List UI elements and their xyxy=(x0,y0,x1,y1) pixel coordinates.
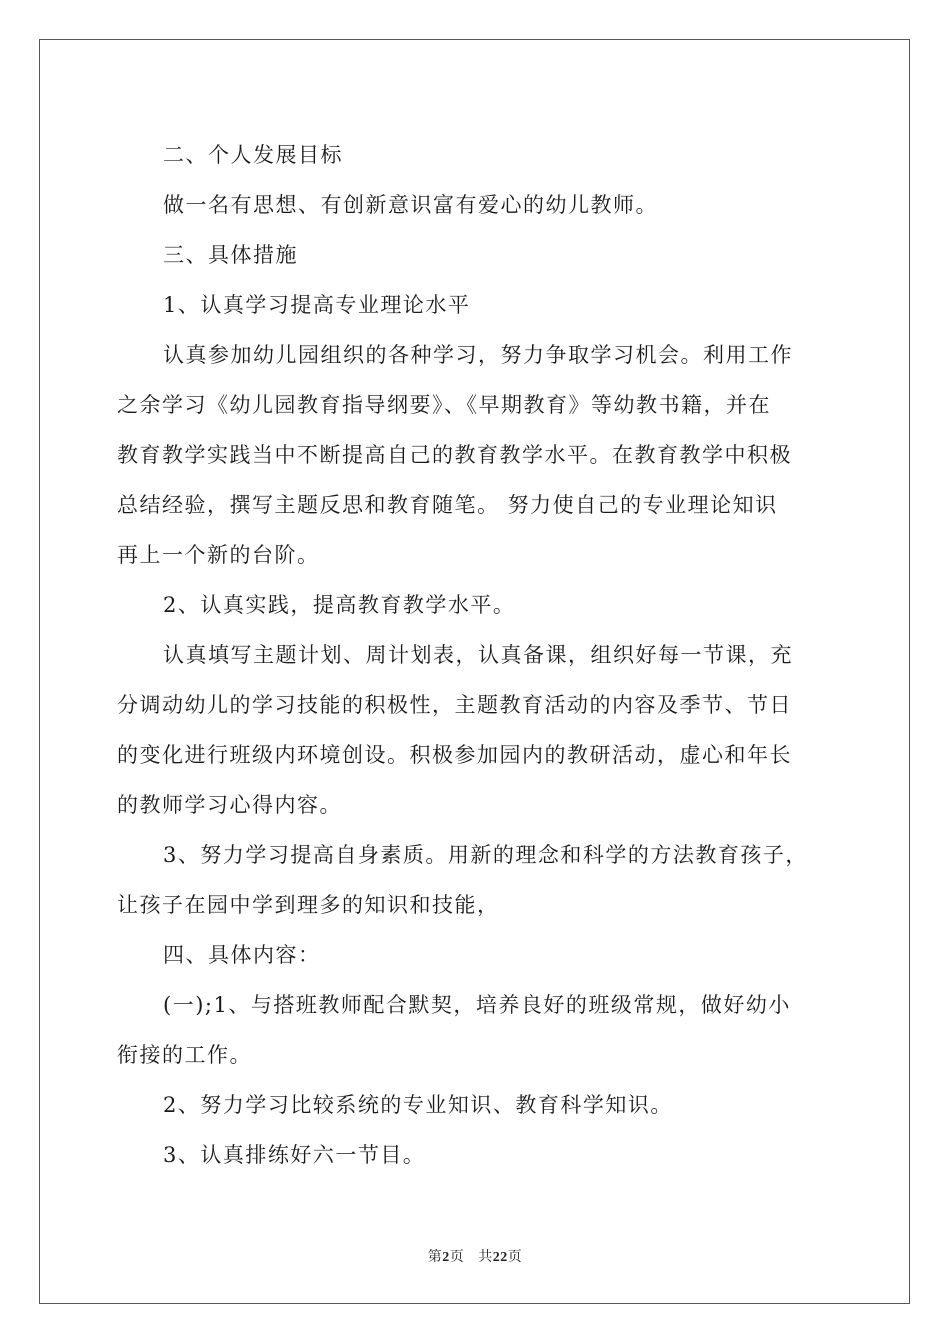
paragraph-line: (一);1、与搭班教师配合默契，培养良好的班级常规，做好幼小 xyxy=(163,993,791,1017)
heading-content: 四、具体内容： xyxy=(163,943,321,967)
subheading-theory: 1、认真学习提高专业理论水平 xyxy=(163,293,471,317)
heading-measures: 三、具体措施 xyxy=(163,243,298,267)
paragraph-line: 认真填写主题计划、周计划表，认真备课，组织好每一节课，充 xyxy=(163,643,793,667)
paragraph-line: 3、认真排练好六一节目。 xyxy=(163,1143,426,1167)
page-suffix: 页 xyxy=(449,1250,465,1265)
paragraph-line: 总结经验，撰写主题反思和教育随笔。 努力使自己的专业理论知识 xyxy=(117,493,778,517)
page-prefix: 第 xyxy=(427,1250,443,1265)
paragraph-line: 再上一个新的台阶。 xyxy=(117,543,320,567)
paragraph-line: 认真参加幼儿园组织的各种学习，努力争取学习机会。利用工作 xyxy=(163,343,793,367)
subheading-practice: 2、认真实践，提高教育教学水平。 xyxy=(163,593,516,617)
total-pages: 22 xyxy=(492,1250,508,1265)
paragraph-line: 做一名有思想、有创新意识富有爱心的幼儿教师。 xyxy=(163,193,658,217)
paragraph-line: 的变化进行班级内环境创设。积极参加园内的教研活动，虚心和年长 xyxy=(117,743,792,767)
page-number: 2 xyxy=(442,1250,450,1265)
page-footer xyxy=(0,1246,950,1266)
paragraph-line: 的教师学习心得内容。 xyxy=(117,793,342,817)
paragraph-line: 3、努力学习提高自身素质。用新的理念和科学的方法教育孩子， xyxy=(163,843,808,867)
total-suffix: 页 xyxy=(507,1250,523,1265)
paragraph-line: 之余学习《幼儿园教育指导纲要》、《早期教育》等幼教书籍，并在 xyxy=(117,393,771,417)
paragraph-line: 教育教学实践当中不断提高自己的教育教学水平。在教育教学中积极 xyxy=(117,443,792,467)
paragraph-line: 分调动幼儿的学习技能的积极性，主题教育活动的内容及季节、节日 xyxy=(117,693,792,717)
total-prefix: 共 xyxy=(478,1250,493,1265)
heading-personal-goal: 二、个人发展目标 xyxy=(163,143,343,167)
document-body xyxy=(117,130,837,1180)
paragraph-line: 衔接的工作。 xyxy=(117,1043,252,1067)
paragraph-line: 2、努力学习比较系统的专业知识、教育科学知识。 xyxy=(163,1093,673,1117)
paragraph-line: 让孩子在园中学到理多的知识和技能， xyxy=(117,893,500,917)
